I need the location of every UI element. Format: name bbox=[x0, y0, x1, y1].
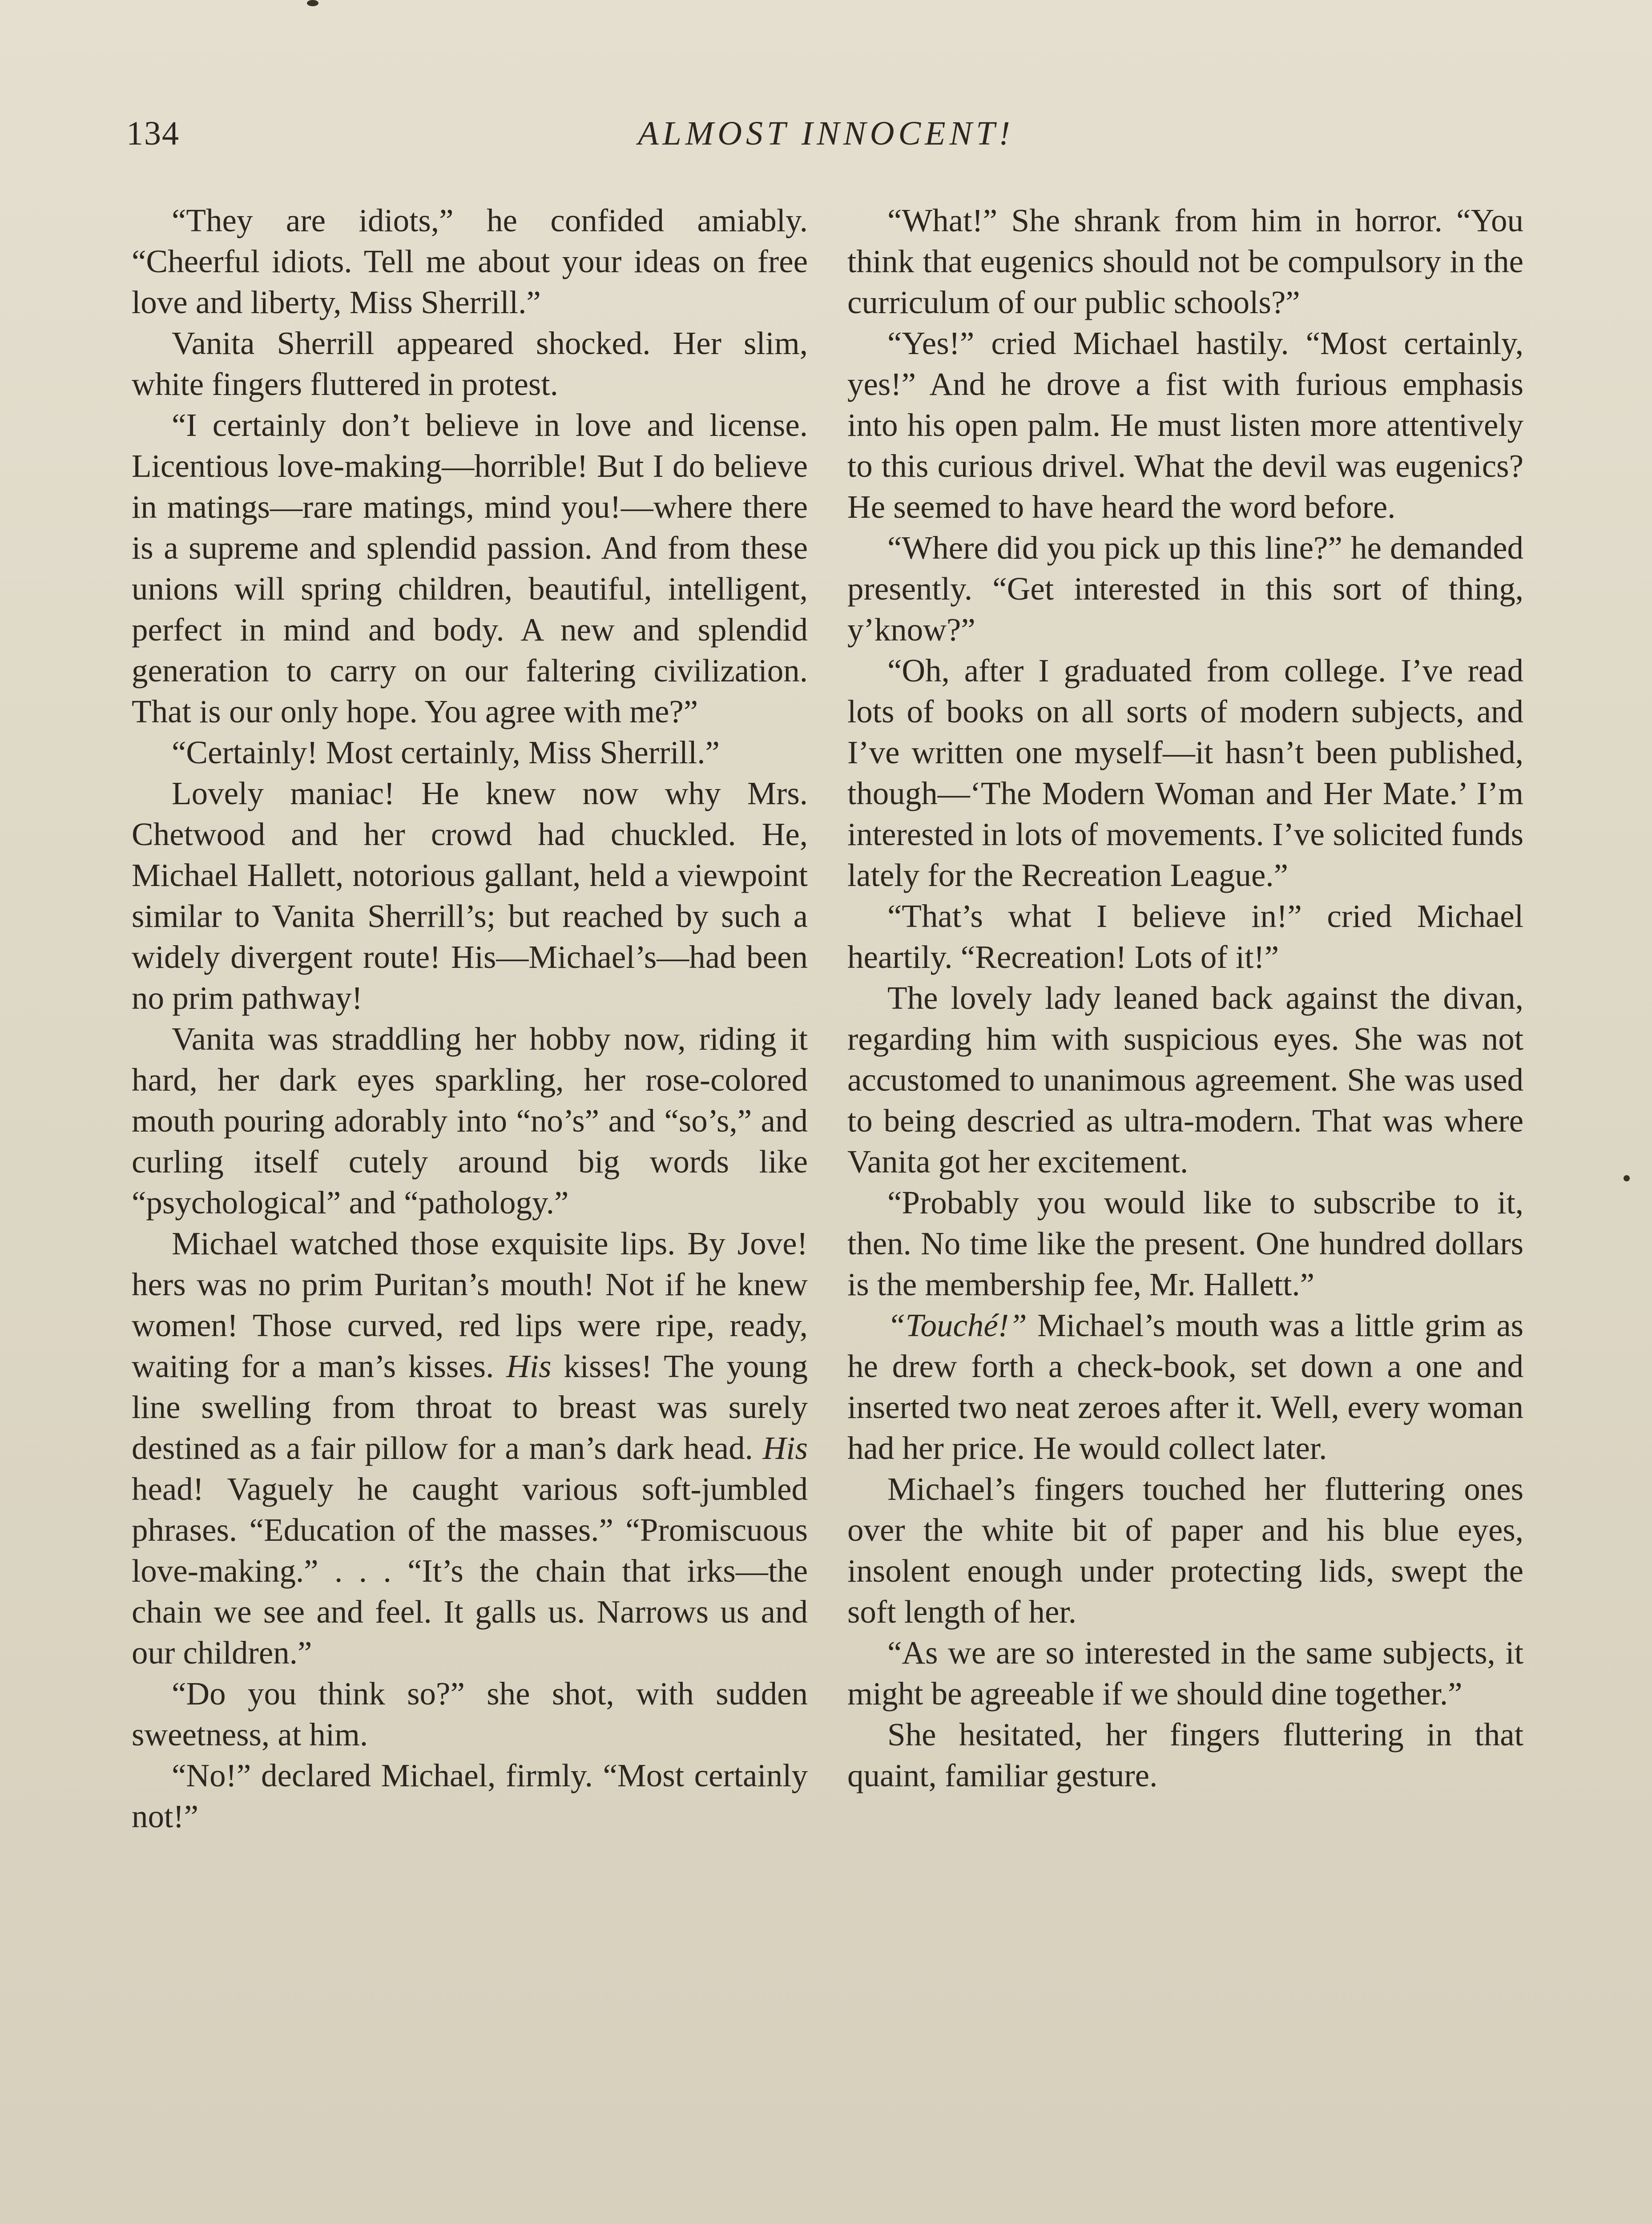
paragraph: “As we are so interested in the same subjects, it might be agreeable if we should dine together.” bbox=[847, 1635, 1523, 1712]
italic-emphasis: His bbox=[506, 1348, 552, 1384]
paragraph-text: Michael watched those exquisite lips. By Jove! hers was no prim Puritan’s mouth! Not if he knew women! Those curved, red lips were ripe, ready, waiting for a man’s kisses. bbox=[132, 1225, 808, 1384]
paragraph: Vanita Sherrill appeared shocked. Her slim, white fingers fluttered in protest. bbox=[132, 325, 808, 402]
paragraph: She hesitated, her fingers fluttering in that quaint, familiar gesture. bbox=[847, 1716, 1523, 1793]
paragraph: Lovely maniac! He knew now why Mrs. Chetwood and her crowd had chuckled. He, Michael Hallett, notorious gallant, held a viewpoint similar to Vanita Sherrill’s; but reached by such a widely divergent route! His—Michael’s—had been no prim pathway! bbox=[132, 775, 808, 1016]
paragraph bbox=[132, 1223, 808, 1673]
running-title: ALMOST INNOCENT! bbox=[638, 115, 1014, 152]
paragraph: “What!” She shrank from him in horror. “You think that eugenics should not be compulsory in the curriculum of our public schools?” bbox=[847, 202, 1523, 320]
paragraph-text: kisses! The young line swelling from throat to breast was surely destined as a fair pillow for a man’s dark head. bbox=[132, 1348, 808, 1466]
paragraph: “Where did you pick up this line?” he demanded presently. “Get interested in this sort of thing, y’know?” bbox=[847, 530, 1523, 648]
paragraph bbox=[847, 1305, 1523, 1469]
paragraph-text: Michael’s mouth was a little grim as he drew forth a check-book, set down a one and inserted two neat zeroes after it. Well, every woman had her price. He would collect later. bbox=[847, 1307, 1524, 1466]
paragraph: “Yes!” cried Michael hastily. “Most certainly, yes!” And he drove a fist with furious emphasis into his open palm. He must listen more attentively to this curious drivel. What the devil was eugenics? He seemed to have heard the word before. bbox=[847, 325, 1523, 525]
paragraph-text: head! Vaguely he caught various soft-jumbled phrases. “Education of the masses.” “Promiscuous love-making.” . . . “It’s the chain that irks—the chain we see and feel. It galls us. Narrows us and our children.” bbox=[132, 1471, 808, 1671]
paragraph: “They are idiots,” he confided amiably. “Cheerful idiots. Tell me about your ideas on free love and liberty, Miss Sherrill.” bbox=[132, 202, 808, 320]
ink-spot bbox=[1624, 1175, 1630, 1181]
paragraph: “Certainly! Most certainly, Miss Sherrill.” bbox=[172, 734, 720, 770]
paragraph: “No!” declared Michael, firmly. “Most certainly not!” bbox=[132, 1757, 808, 1834]
left-column bbox=[132, 200, 808, 1837]
paragraph: The lovely lady leaned back against the divan, regarding him with suspicious eyes. She was not accustomed to unanimous agreement. She was used to being descried as ultra-modern. That was where Vanita got her excitement. bbox=[847, 980, 1523, 1180]
paragraph: “That’s what I believe in!” cried Michael heartily. “Recreation! Lots of it!” bbox=[847, 898, 1523, 975]
paragraph: “I certainly don’t believe in love and license. Licentious love-making—horrible! But I do believe in matings—rare matings, mind you!—where there is a supreme and splendid passion. And from these unions will spring children, beautiful, intelligent, perfect in mind and body. A new and splendid generation to carry on our faltering civilization. That is our only hope. You agree with me?” bbox=[132, 407, 808, 729]
right-column bbox=[847, 200, 1523, 1796]
page-number: 134 bbox=[126, 115, 180, 152]
paragraph: “Oh, after I graduated from college. I’ve read lots of books on all sorts of modern subjects, and I’ve written one myself—it hasn’t been published, though—‘The Modern Woman and Her Mate.’ I’m interested in lots of movements. I’ve solicited funds lately for the Recreation League.” bbox=[847, 653, 1523, 893]
paragraph: “Probably you would like to subscribe to it, then. No time like the present. One hundred dollars is the membership fee, Mr. Hallett.” bbox=[847, 1185, 1523, 1302]
italic-emphasis: His bbox=[762, 1430, 808, 1466]
paragraph: Vanita was straddling her hobby now, riding it hard, her dark eyes sparkling, her rose-colored mouth pouring adorably into “no’s” and “so’s,” and curling itself cutely around big words like “psychological” and “pathology.” bbox=[132, 1021, 808, 1221]
ink-spot bbox=[307, 0, 318, 6]
italic-emphasis: “Touché!” bbox=[887, 1307, 1027, 1343]
paragraph: Michael’s fingers touched her fluttering ones over the white bit of paper and his blue eyes, insolent enough under protecting lids, swept the soft length of her. bbox=[847, 1471, 1523, 1630]
paragraph: “Do you think so?” she shot, with sudden sweetness, at him. bbox=[132, 1676, 808, 1753]
